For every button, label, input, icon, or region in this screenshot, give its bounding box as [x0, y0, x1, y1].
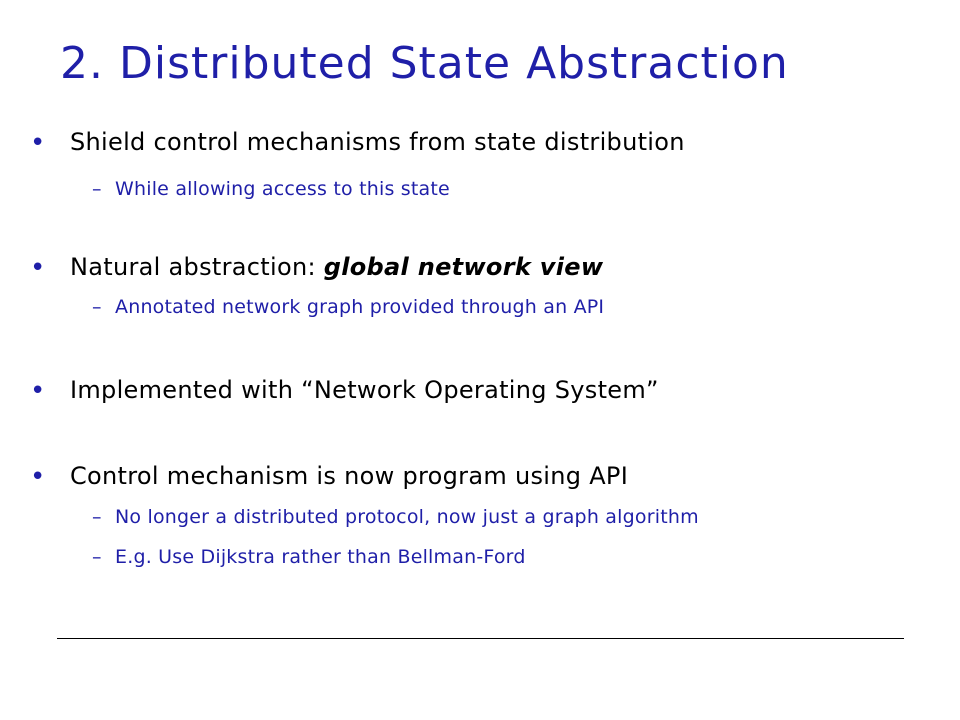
dash-icon: –: [92, 546, 102, 568]
bullet-text: Shield control mechanisms from state distribution: [70, 128, 685, 156]
footer-divider: [57, 638, 904, 639]
bullet-text: Control mechanism is now program using API: [70, 462, 629, 490]
bullet-dot-icon: •: [30, 253, 46, 283]
sub-bullet-text: No longer a distributed protocol, now just a graph algorithm: [115, 506, 699, 528]
bullet-text: Implemented with “Network Operating System”: [70, 376, 659, 404]
dash-icon: –: [92, 296, 102, 318]
bullet-text-plain: Natural abstraction:: [70, 253, 324, 281]
bullet-dot-icon: •: [30, 376, 46, 406]
dash-icon: –: [92, 178, 102, 200]
bullet-text-emphasis: global network view: [323, 253, 604, 281]
sub-bullet-text: E.g. Use Dijkstra rather than Bellman-Ford: [115, 546, 526, 568]
sub-bullet-text: Annotated network graph provided through an API: [115, 296, 605, 318]
bullet-text: [70, 253, 603, 281]
bullet-dot-icon: •: [30, 128, 46, 158]
sub-bullet-text: While allowing access to this state: [115, 178, 450, 200]
slide-title: 2. Distributed State Abstraction: [60, 38, 789, 89]
dash-icon: –: [92, 506, 102, 528]
bullet-dot-icon: •: [30, 462, 46, 492]
